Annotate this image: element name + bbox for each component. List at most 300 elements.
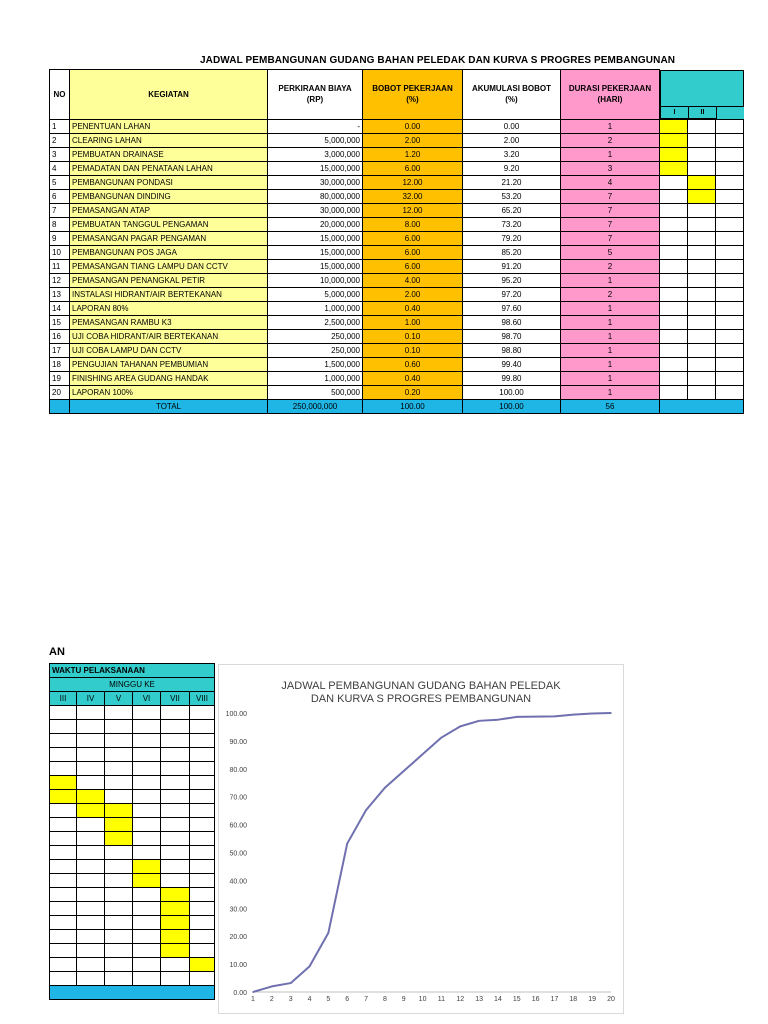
row-kegiatan: PEMBANGUNAN PONDASI [70,175,268,189]
week-cell [190,720,215,734]
data-point [478,720,480,722]
table-row [50,161,744,175]
row-biaya: 250,000 [268,329,363,343]
week-cell [50,958,77,972]
week-cell [105,930,133,944]
week-cell [660,203,688,217]
week-cell [105,888,133,902]
table-row [50,385,744,399]
row-kegiatan: UJI COBA HIDRANT/AIR BERTEKANAN [70,329,268,343]
week-cell [688,301,716,315]
week-cell [660,301,688,315]
week-cell [688,161,716,175]
week-row [50,874,215,888]
week-row [50,888,215,902]
week-cell [716,287,744,301]
week-cell [105,748,133,762]
week-cell [716,133,744,147]
total-bobot: 100.00 [363,399,463,413]
week-row [50,790,215,804]
week-cell [133,720,161,734]
row-no: 1 [50,119,70,133]
week-cell [688,343,716,357]
row-durasi: 2 [561,133,660,147]
s-curve-svg [219,665,623,1013]
row-durasi: 7 [561,189,660,203]
row-kegiatan: LAPORAN 80% [70,301,268,315]
week-cell [190,944,215,958]
row-durasi: 3 [561,161,660,175]
week-row [50,902,215,916]
week-label-i: I [660,107,689,119]
data-point [535,716,537,718]
row-akumulasi: 0.00 [463,119,561,133]
row-kegiatan: PEMADATAN DAN PENATAAN LAHAN [70,161,268,175]
week-cell [50,706,77,720]
week-cell [161,804,190,818]
week-cell [660,161,688,175]
week-cell [190,776,215,790]
week-cell [190,804,215,818]
week-cell [161,734,190,748]
week-label: III [50,692,77,706]
schedule-table [49,69,744,414]
row-no: 19 [50,371,70,385]
week-cell [716,371,744,385]
row-bobot: 0.10 [363,343,463,357]
week-cell [77,888,105,902]
row-akumulasi: 3.20 [463,147,561,161]
total-no [50,399,70,413]
row-kegiatan: PEMBUATAN TANGGUL PENGAMAN [70,217,268,231]
week-cell [161,762,190,776]
week-cell [161,930,190,944]
series-line [253,713,611,992]
s-curve-chart [218,664,624,1014]
week-cell [716,175,744,189]
week-cell [716,315,744,329]
week-cell [133,930,161,944]
week-cell [190,916,215,930]
row-kegiatan: PEMBANGUNAN DINDING [70,189,268,203]
row-bobot: 6.00 [363,231,463,245]
week-label-ii: II [689,107,717,119]
data-point [516,716,518,718]
data-point [328,932,330,934]
table-row [50,175,744,189]
row-durasi: 2 [561,259,660,273]
week-label: IV [77,692,105,706]
week-cell [133,846,161,860]
week-cell [133,958,161,972]
data-point [384,787,386,789]
row-kegiatan: PEMASANGAN PAGAR PENGAMAN [70,231,268,245]
week-cell [716,161,744,175]
week-cell [161,916,190,930]
row-bobot: 12.00 [363,175,463,189]
week-row [50,832,215,846]
table-row [50,371,744,385]
week-cell [716,217,744,231]
chart-title-line-2: DAN KURVA S PROGRES PEMBANGUNAN [310,693,532,705]
week-row [50,846,215,860]
week-cell [50,846,77,860]
week-cell [133,888,161,902]
week-cell [190,860,215,874]
header-akumulasi: AKUMULASI BOBOT (%) [463,70,561,120]
week-header-cell [660,70,744,120]
total-biaya: 250,000,000 [268,399,363,413]
week-cell [50,790,77,804]
row-no: 12 [50,273,70,287]
week-cell [105,776,133,790]
week-cell [77,944,105,958]
week-cell [50,944,77,958]
week-cell [660,371,688,385]
row-no: 18 [50,357,70,371]
week-cell [133,832,161,846]
row-bobot: 1.20 [363,147,463,161]
week-cell [660,231,688,245]
week-cell [133,818,161,832]
row-akumulasi: 97.60 [463,301,561,315]
week-cell [190,972,215,986]
row-biaya: 1,000,000 [268,301,363,315]
week-cell [50,874,77,888]
week-cell [688,287,716,301]
row-durasi: 1 [561,315,660,329]
x-tick-label: 15 [512,996,521,1003]
row-bobot: 1.00 [363,315,463,329]
table-row [50,259,744,273]
row-bobot: 2.00 [363,287,463,301]
week-cell [190,846,215,860]
row-no: 3 [50,147,70,161]
week-total-cell [50,986,215,1000]
row-no: 4 [50,161,70,175]
week-cell [161,860,190,874]
row-akumulasi: 9.20 [463,161,561,175]
row-akumulasi: 2.00 [463,133,561,147]
row-akumulasi: 65.20 [463,203,561,217]
week-cell [716,259,744,273]
table-row [50,189,744,203]
week-row [50,958,215,972]
row-akumulasi: 98.80 [463,343,561,357]
week-cell [660,273,688,287]
week-cell [77,832,105,846]
row-no: 6 [50,189,70,203]
week-cell [716,147,744,161]
row-bobot: 0.20 [363,385,463,399]
week-cell [77,804,105,818]
row-kegiatan: PEMASANGAN RAMBU K3 [70,315,268,329]
week-cell [105,818,133,832]
row-no: 5 [50,175,70,189]
x-tick-label: 16 [531,996,540,1003]
table-row [50,357,744,371]
week-cell [161,944,190,958]
week-cell [688,357,716,371]
week-cell [190,902,215,916]
x-tick-label: 6 [345,996,350,1003]
row-durasi: 7 [561,203,660,217]
week-cell [190,930,215,944]
week-cell [133,860,161,874]
week-cell [161,790,190,804]
week-cell [660,287,688,301]
week-cell [50,860,77,874]
header-kegiatan: KEGIATAN [70,70,268,120]
row-bobot: 8.00 [363,217,463,231]
row-durasi: 1 [561,371,660,385]
table-row [50,329,744,343]
week-cell [660,315,688,329]
week-cell [77,958,105,972]
row-akumulasi: 53.20 [463,189,561,203]
row-biaya: 3,000,000 [268,147,363,161]
table-row [50,287,744,301]
week-cell [161,888,190,902]
row-durasi: 1 [561,273,660,287]
week-cell [688,259,716,273]
row-akumulasi: 98.60 [463,315,561,329]
row-biaya: 30,000,000 [268,203,363,217]
week-schedule-table [49,663,215,1000]
row-durasi: 1 [561,357,660,371]
row-kegiatan: PENGUJIAN TAHANAN PEMBUMIAN [70,357,268,371]
total-row [50,399,744,413]
total-durasi: 56 [561,399,660,413]
week-cell [161,748,190,762]
y-tick-label: 70.00 [229,794,247,802]
row-durasi: 1 [561,343,660,357]
week-cell [688,189,716,203]
x-tick-label: 10 [418,996,427,1003]
week-cell [105,762,133,776]
week-row [50,748,215,762]
week-cell [660,175,688,189]
week-cell [660,329,688,343]
header-bobot: BOBOT PEKERJAAN (%) [363,70,463,120]
week-cell [716,343,744,357]
total-akum: 100.00 [463,399,561,413]
row-biaya: 250,000 [268,343,363,357]
row-bobot: 32.00 [363,189,463,203]
week-cell [688,273,716,287]
row-bobot: 0.10 [363,329,463,343]
week-cell [660,245,688,259]
row-biaya: 30,000,000 [268,175,363,189]
row-biaya: - [268,119,363,133]
week-cell [50,888,77,902]
week-cell [77,776,105,790]
header-no: NO [50,70,70,120]
week-cell [190,790,215,804]
week-row [50,916,215,930]
week-cell [190,874,215,888]
week-cell [77,860,105,874]
x-tick-label: 14 [494,996,502,1003]
week-cell [190,734,215,748]
row-akumulasi: 99.80 [463,371,561,385]
week-cell [161,776,190,790]
week-cell [105,972,133,986]
week-cell [660,357,688,371]
row-no: 16 [50,329,70,343]
week-cell [716,189,744,203]
row-biaya: 15,000,000 [268,259,363,273]
week-cell [660,133,688,147]
row-akumulasi: 21.20 [463,175,561,189]
week-cell [660,385,688,399]
week-cell [77,874,105,888]
data-point [252,991,254,993]
row-no: 9 [50,231,70,245]
week-cell [50,762,77,776]
week-cell [133,790,161,804]
week-row [50,818,215,832]
total-label: TOTAL [70,399,268,413]
week-cell [77,706,105,720]
week-cell [50,720,77,734]
row-kegiatan: PEMBUATAN DRAINASE [70,147,268,161]
data-point [422,753,424,755]
x-tick-label: 18 [569,996,578,1003]
week-total-row [50,986,215,1000]
row-durasi: 4 [561,175,660,189]
y-tick-label: 100.00 [225,711,247,718]
week-cell [688,231,716,245]
x-tick-label: 4 [307,996,312,1003]
row-akumulasi: 73.20 [463,217,561,231]
week-cell [105,874,133,888]
week-cell [161,874,190,888]
row-durasi: 7 [561,231,660,245]
y-tick-label: 0.00 [233,990,247,997]
table-row [50,245,744,259]
week-cell [133,972,161,986]
row-durasi: 1 [561,385,660,399]
week-cell [161,902,190,916]
week-cell [190,818,215,832]
week-cell [77,818,105,832]
x-tick-label: 19 [588,996,597,1003]
waktu-pelaksanaan-header: WAKTU PELAKSANAAN [50,664,215,678]
table-row [50,315,744,329]
week-cell [105,734,133,748]
x-tick-label: 17 [550,996,559,1003]
row-biaya: 20,000,000 [268,217,363,231]
week-cell [688,147,716,161]
x-tick-label: 13 [475,996,484,1003]
week-cell [105,916,133,930]
week-cell [716,245,744,259]
week-cell [190,832,215,846]
week-cell [77,846,105,860]
row-durasi: 7 [561,217,660,231]
week-cell [660,343,688,357]
row-kegiatan: PEMASANGAN PENANGKAL PETIR [70,273,268,287]
x-tick-label: 3 [288,996,293,1003]
minggu-ke-header: MINGGU KE [50,678,215,692]
row-kegiatan: PEMASANGAN ATAP [70,203,268,217]
week-cell [161,972,190,986]
row-no: 15 [50,315,70,329]
week-cell [688,119,716,133]
week-row [50,706,215,720]
week-row [50,972,215,986]
week-label: V [105,692,133,706]
row-durasi: 5 [561,245,660,259]
week-cell [50,748,77,762]
row-biaya: 5,000,000 [268,287,363,301]
table-row [50,231,744,245]
row-no: 10 [50,245,70,259]
row-akumulasi: 79.20 [463,231,561,245]
week-cell [688,133,716,147]
row-kegiatan: PEMBANGUNAN POS JAGA [70,245,268,259]
week-cell [50,930,77,944]
week-cell [133,916,161,930]
week-cell [133,874,161,888]
week-cell [660,147,688,161]
row-akumulasi: 99.40 [463,357,561,371]
y-tick-label: 80.00 [229,766,247,774]
row-kegiatan: CLEARING LAHAN [70,133,268,147]
week-cell [77,902,105,916]
x-tick-label: 20 [607,996,615,1003]
week-cell [50,916,77,930]
page-title: JADWAL PEMBANGUNAN GUDANG BAHAN PELEDAK DAN KURVA S PROGRES PEMBANGUNAN [200,55,676,66]
table-row [50,217,744,231]
row-akumulasi: 95.20 [463,273,561,287]
week-cell [190,958,215,972]
data-point [309,966,311,968]
y-tick-label: 30.00 [229,906,247,914]
week-row [50,944,215,958]
week-cell [190,748,215,762]
row-durasi: 1 [561,119,660,133]
week-cell [660,217,688,231]
table-row [50,273,744,287]
table-row [50,133,744,147]
table-row [50,119,744,133]
week-cell [77,930,105,944]
row-kegiatan: INSTALASI HIDRANT/AIR BERTEKANAN [70,287,268,301]
week-cell [190,706,215,720]
week-cell [105,706,133,720]
week-cell [50,818,77,832]
row-no: 20 [50,385,70,399]
week-cell [105,902,133,916]
week-cell [105,790,133,804]
week-cell [660,189,688,203]
week-cell [716,119,744,133]
week-cell [660,259,688,273]
y-tick-label: 90.00 [229,738,247,746]
row-biaya: 5,000,000 [268,133,363,147]
header-biaya: PERKIRAAN BIAYA (RP) [268,70,363,120]
table-row [50,343,744,357]
data-point [441,737,443,739]
week-row [50,762,215,776]
x-tick-label: 11 [437,996,446,1003]
row-akumulasi: 98.70 [463,329,561,343]
row-akumulasi: 91.20 [463,259,561,273]
row-biaya: 15,000,000 [268,231,363,245]
row-biaya: 80,000,000 [268,189,363,203]
